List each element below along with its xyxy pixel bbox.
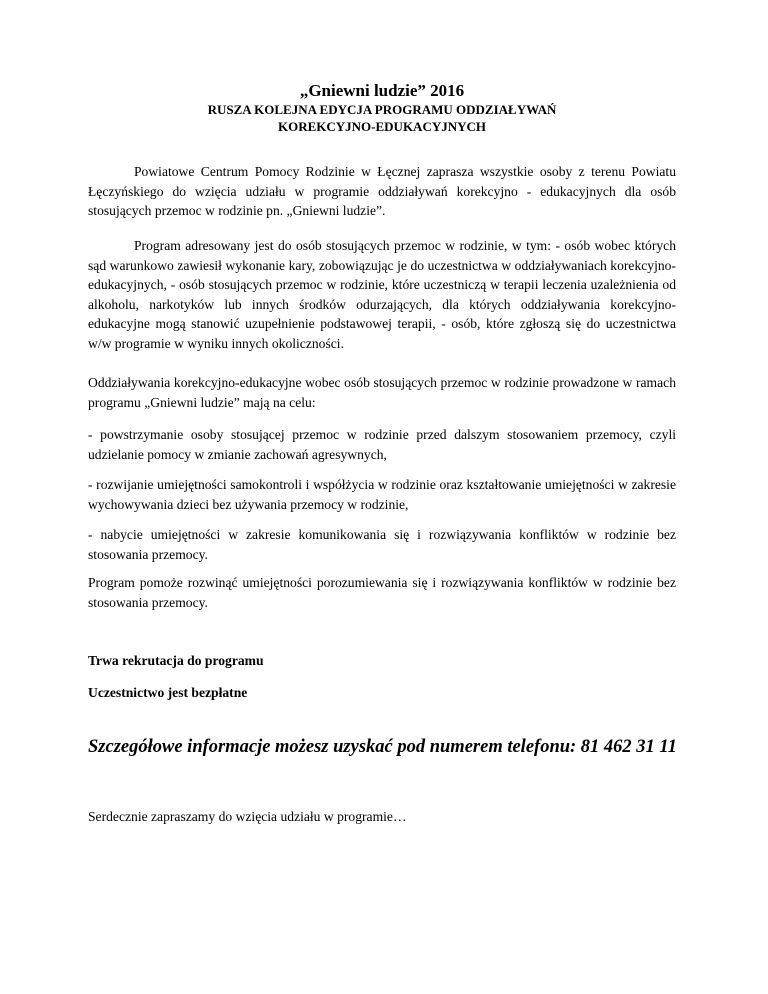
document-title: „Gniewni ludzie” 2016 xyxy=(299,81,465,100)
paragraph-goal-3: - nabycie umiejętności w zakresie komunikowania się i rozwiązywania konfliktów w rodzinie bez stosowania przemocy. xyxy=(88,527,676,562)
contact-info: Szczegółowe informacje możesz uzyskać pod numerem telefonu: 81 462 31 11 xyxy=(88,737,677,757)
free-participation-notice: Uczestnictwo jest bezpłatne xyxy=(88,685,248,700)
closing-line: Serdecznie zapraszamy do wzięcia udziału w programie… xyxy=(88,809,407,824)
paragraph-summary: Program pomoże rozwinąć umiejętności porozumiewania się i rozwiązywania konfliktów w rodzinie bez stosowania przemocy. xyxy=(88,575,676,610)
paragraph-goals-intro: Oddziaływania korekcyjno-edukacyjne wobec osób stosujących przemoc w rodzinie prowadzone w ramach programu „Gniewni ludzie” mają na celu: xyxy=(88,375,676,410)
document-subtitle-line2: KOREKCYJNO-EDUKACYJNYCH xyxy=(278,119,486,134)
paragraph-goal-1: - powstrzymanie osoby stosującej przemoc w rodzinie przed dalszym stosowaniem przemocy, czyli udzielanie pomocy w zmianie zachowań agresywnych, xyxy=(88,427,676,462)
paragraph-goal-2: - rozwijanie umiejętności samokontroli i współżycia w rodzinie oraz kształtowanie umiejętności w zakresie wychowywania dzieci bez używania przemocy w rodzinie, xyxy=(88,477,676,512)
recruitment-notice: Trwa rekrutacja do programu xyxy=(88,653,264,668)
paragraph-intro: Powiatowe Centrum Pomocy Rodzinie w Łęcznej zaprasza wszystkie osoby z terenu Powiatu Łęczyńskiego do wzięcia udziału w programie oddziaływań korekcyjno - edukacyjnych dla osób stosujących przemoc w rodzinie pn. „Gniewni ludzie”. xyxy=(88,164,676,218)
paragraph-target-groups: Program adresowany jest do osób stosujących przemoc w rodzinie, w tym: - osób wobec których sąd warunkowo zawiesił wykonanie kary, zobowiązując je do uczestnictwa w oddziaływaniach korekcyjno-edukacyjnych, - osób stosujących przemoc w rodzinie, które uczestniczą w terapii leczenia uzależnienia od alkoholu, narkotyków lub innych środków odurzających, dla których oddziaływania korekcyjno-edukacyjne mogą stanowić uzupełnienie podstawowej terapii, - osób, które zgłoszą się do uczestnictwa w/w programie w wyniku innych okoliczności. xyxy=(88,238,676,351)
document-subtitle-line1: RUSZA KOLEJNA EDYCJA PROGRAMU ODDZIAŁYWAŃ xyxy=(207,102,557,117)
